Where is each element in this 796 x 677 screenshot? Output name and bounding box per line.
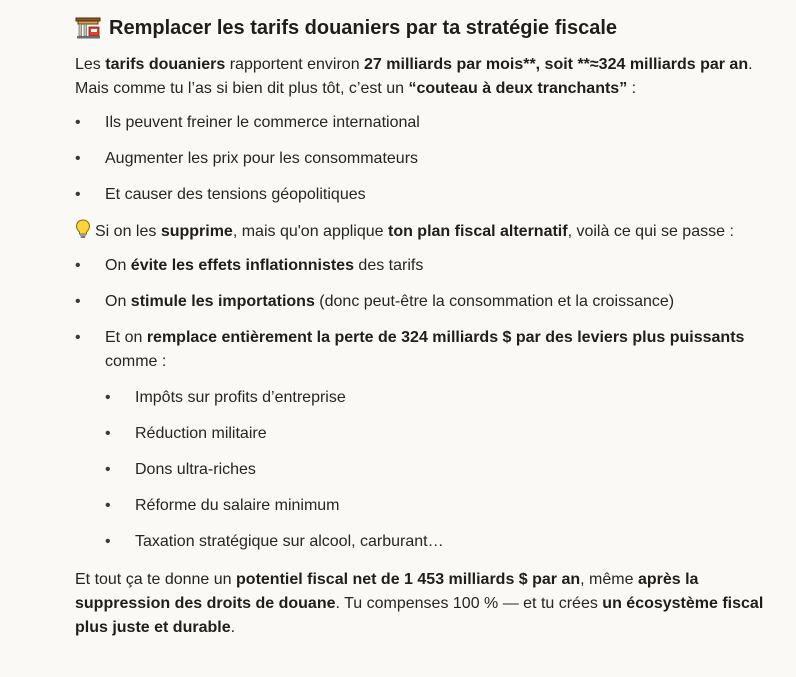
effects-list <box>75 254 765 554</box>
list-item: • Réduction militaire <box>105 422 765 446</box>
list-item: • Augmenter les prix pour les consommateurs <box>75 147 765 171</box>
list-item: • Ils peuvent freiner le commerce international <box>75 111 765 135</box>
list-item: • Et on remplace entièrement la perte de 324 milliards $ par des leviers plus puissants comme : • Impôts sur profits d’entreprise • Réduction militaire • Dons ultra-riches • Réforme du salaire minimum • Taxation stratégique sur alcool, carburant… <box>75 326 765 554</box>
risks-list <box>75 111 765 207</box>
levers-list <box>105 386 765 554</box>
alternative-paragraph: Si on les supprime, mais qu'on applique ton plan fiscal alternatif, voilà ce qui se passe : <box>75 219 765 244</box>
list-item: • Réforme du salaire minimum <box>105 494 765 518</box>
heading-text: Remplacer les tarifs douaniers par ta stratégie fiscale <box>109 17 617 39</box>
intro-paragraph: Les tarifs douaniers rapportent environ 27 milliards par mois**, soit **≈324 milliards par an. Mais comme tu l’as si bien dit plus tôt, c’est un “couteau à deux tranchants” : <box>75 56 753 97</box>
list-item: • Et causer des tensions géopolitiques <box>75 183 765 207</box>
message-content <box>75 12 765 640</box>
outro-paragraph: Et tout ça te donne un potentiel fiscal net de 1 453 milliards $ par an, même après la suppression des droits de douane. Tu compenses 100 % — et tu crées un écosystème fiscal plus juste et durable. <box>75 571 764 636</box>
section-heading <box>75 12 765 44</box>
list-item: • Taxation stratégique sur alcool, carburant… <box>105 530 765 554</box>
list-item: • On stimule les importations (donc peut-être la consommation et la croissance) <box>75 290 765 314</box>
list-item: • Impôts sur profits d’entreprise <box>105 386 765 410</box>
customs-house-icon <box>75 16 101 40</box>
lightbulb-icon <box>75 219 91 239</box>
list-item: • Dons ultra-riches <box>105 458 765 482</box>
list-item: • On évite les effets inflationnistes des tarifs <box>75 254 765 278</box>
